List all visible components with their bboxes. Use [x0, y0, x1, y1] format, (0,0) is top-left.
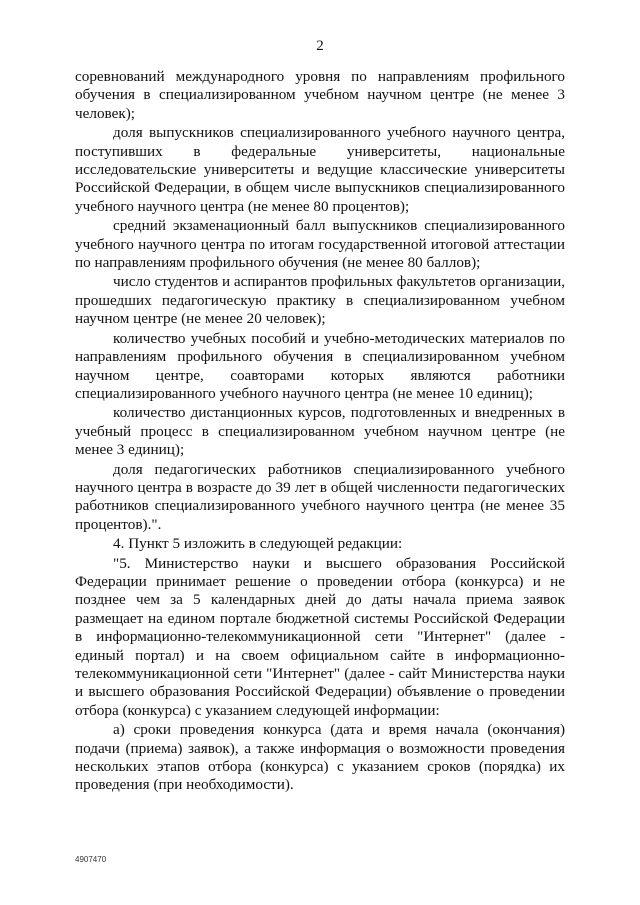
document-body: [75, 68, 565, 796]
paragraph-graduates-share: доля выпускников специализированного учебного научного центра, поступивших в федеральные университеты, национальные исследовательские университеты и ведущие классические университеты Российской Федерации, в общем числе выпускников специализированного учебного научного центра (не менее 80 процентов);: [75, 124, 565, 215]
page-number: 2: [316, 38, 324, 54]
paragraph-students-practice: число студентов и аспирантов профильных факультетов организации, прошедших педагогическую практику в специализированном учебном научном центре (не менее 20 человек);: [75, 273, 565, 328]
paragraph-continuation: соревнований международного уровня по направлениям профильного обучения в специализированном учебном научном центре (не менее 3 человек);: [75, 68, 565, 122]
paragraph-teaching-materials: количество учебных пособий и учебно-методических материалов по направлениям профильного обучения в специализированном учебном научном центре, соавторами которых являются работники специализированного учебного научного центра (не менее 10 единиц);: [75, 329, 565, 402]
paragraph-subitem-a: а) сроки проведения конкурса (дата и время начала (окончания) подачи (приема) заявок), а также информация о возможности проведения нескольких этапов отбора (конкурса) с указанием сроков (порядка) их проведения (при необходимости).: [75, 721, 565, 794]
paragraph-exam-score: средний экзаменационный балл выпускников специализированного учебного научного центра по итогам государственной итоговой аттестации по направлениям профильного обучения (не менее 80 баллов);: [75, 217, 565, 272]
paragraph-item-4: 4. Пункт 5 изложить в следующей редакции:: [113, 535, 403, 553]
paragraph-item-5: "5. Министерство науки и высшего образования Российской Федерации принимает решение о проведении отбора (конкурса) и не позднее чем за 5 календарных дней до даты начала приема заявок размещает на едином портале бюджетной системы Российской Федерации в информационно-телекоммуникационной сети "Интернет" (далее - единый портал) и на своем официальном сайте в информационно-телекоммуникационной сети "Интернет" (далее - сайт Министерства науки и высшего образования Российской Федерации) объявление о проведении отбора (конкурса) с указанием следующей информации:: [75, 554, 565, 719]
paragraph-distance-courses: количество дистанционных курсов, подготовленных и внедренных в учебный процесс в специализированном учебном научном центре (не менее 3 единиц);: [75, 404, 565, 459]
footer-document-code: 4907470: [75, 855, 107, 864]
paragraph-young-teachers: доля педагогических работников специализированного учебного научного центра в возрасте до 39 лет в общей численности педагогических работников специализированного учебного научного центра (не менее 35 процентов).".: [75, 460, 565, 533]
